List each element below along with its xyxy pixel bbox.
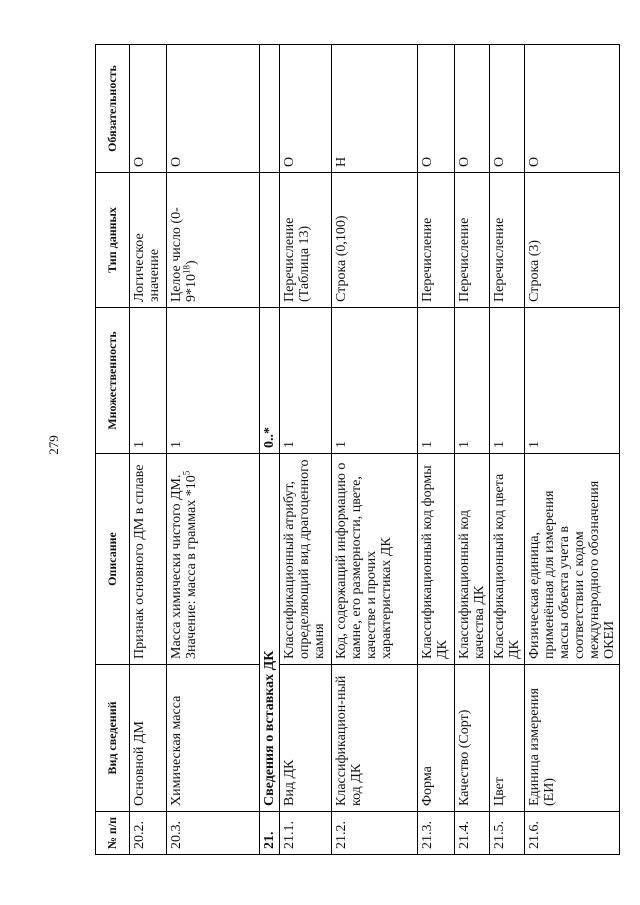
column-header-mult: Множественность <box>96 308 130 454</box>
cell-req <box>260 45 280 173</box>
cell-req: О <box>455 45 490 173</box>
cell-type-text-end: ) <box>184 260 199 265</box>
cell-type: Перечисление <box>455 173 490 308</box>
cell-kind: Вид ДК <box>280 665 332 812</box>
cell-desc: Классификационный код цвета ДК <box>490 454 525 665</box>
cell-type: Строка (3) <box>525 173 620 308</box>
cell-kind: Форма <box>418 665 455 812</box>
cell-type: Перечисление (Таблица 13) <box>280 173 332 308</box>
cell-mult: 1 <box>280 308 332 454</box>
cell-req: О <box>280 45 332 173</box>
cell-kind: Основной ДМ <box>130 665 167 812</box>
table-row <box>167 45 260 855</box>
cell-req: О <box>490 45 525 173</box>
cell-desc-text: Масса химически чистого ДМ. Значение: масса в граммах *10 <box>169 474 199 659</box>
cell-type: Перечисление <box>490 173 525 308</box>
cell-kind: Химическая масса <box>167 665 260 812</box>
cell-mult: 0..* <box>260 308 280 454</box>
cell-mult: 1 <box>525 308 620 454</box>
table-row <box>332 45 418 855</box>
cell-num: 21. <box>260 812 280 855</box>
cell-mult: 1 <box>490 308 525 454</box>
cell-type: Логическое значение <box>130 173 167 308</box>
cell-req: О <box>167 45 260 173</box>
cell-kind: Качество (Сорт) <box>455 665 490 812</box>
cell-mult: 1 <box>332 308 418 454</box>
cell-req: Н <box>332 45 418 173</box>
superscript: 18 <box>181 265 192 274</box>
table-row <box>280 45 332 855</box>
cell-req: О <box>418 45 455 173</box>
column-header-req: Обязательность <box>96 45 130 173</box>
table-row <box>418 45 455 855</box>
cell-section-title: Сведения о вставках ДК <box>260 454 280 812</box>
table-row-section <box>260 45 280 855</box>
cell-req: О <box>525 45 620 173</box>
cell-mult: 1 <box>130 308 167 454</box>
cell-num: 21.2. <box>332 812 418 855</box>
table-header-row <box>96 45 130 855</box>
cell-num: 21.1. <box>280 812 332 855</box>
cell-num: 21.4. <box>455 812 490 855</box>
table-row <box>455 45 490 855</box>
superscript: 5 <box>181 470 192 476</box>
cell-kind: Цвет <box>490 665 525 812</box>
cell-kind: Классификацион-ный код ДК <box>332 665 418 812</box>
table-row <box>130 45 167 855</box>
cell-type <box>167 173 260 308</box>
cell-num: 21.3. <box>418 812 455 855</box>
cell-desc: Классификационный код качества ДК <box>455 454 490 665</box>
cell-desc: Физическая единица, применённая для измерения массы объекта учета в соответствии с кодом международного обозначения ОКЕИ <box>525 454 620 665</box>
column-header-kind: Вид сведений <box>96 665 130 812</box>
cell-mult: 1 <box>455 308 490 454</box>
data-table <box>95 44 620 855</box>
cell-num: 20.3. <box>167 812 260 855</box>
cell-num: 21.5. <box>490 812 525 855</box>
cell-type: Строка (0,100) <box>332 173 418 308</box>
rotated-table-area <box>95 45 617 855</box>
cell-num: 20.2. <box>130 812 167 855</box>
column-header-desc: Описание <box>96 454 130 665</box>
cell-mult: 1 <box>418 308 455 454</box>
cell-desc: Код, содержащий информацию о камне, его размерности, цвете, качестве и прочих характеристиках ДК <box>332 454 418 665</box>
cell-desc: Признак основного ДМ в сплаве <box>130 454 167 665</box>
cell-num: 21.6. <box>525 812 620 855</box>
cell-mult: 1 <box>167 308 260 454</box>
cell-req: О <box>130 45 167 173</box>
cell-desc: Классификационный атрибут, определяющий вид драгоценного камня <box>280 454 332 665</box>
table-row <box>490 45 525 855</box>
cell-kind: Единица измерения (ЕИ) <box>525 665 620 812</box>
page-number: 279 <box>46 435 61 455</box>
cell-desc <box>167 454 260 665</box>
cell-type-text: Целое число (0-9*10 <box>169 207 199 302</box>
cell-type: Перечисление <box>418 173 455 308</box>
cell-type <box>260 173 280 308</box>
column-header-type: Тип данных <box>96 173 130 308</box>
table-row <box>525 45 620 855</box>
column-header-num: № п/п <box>96 812 130 855</box>
cell-desc: Классификационный код формы ДК <box>418 454 455 665</box>
